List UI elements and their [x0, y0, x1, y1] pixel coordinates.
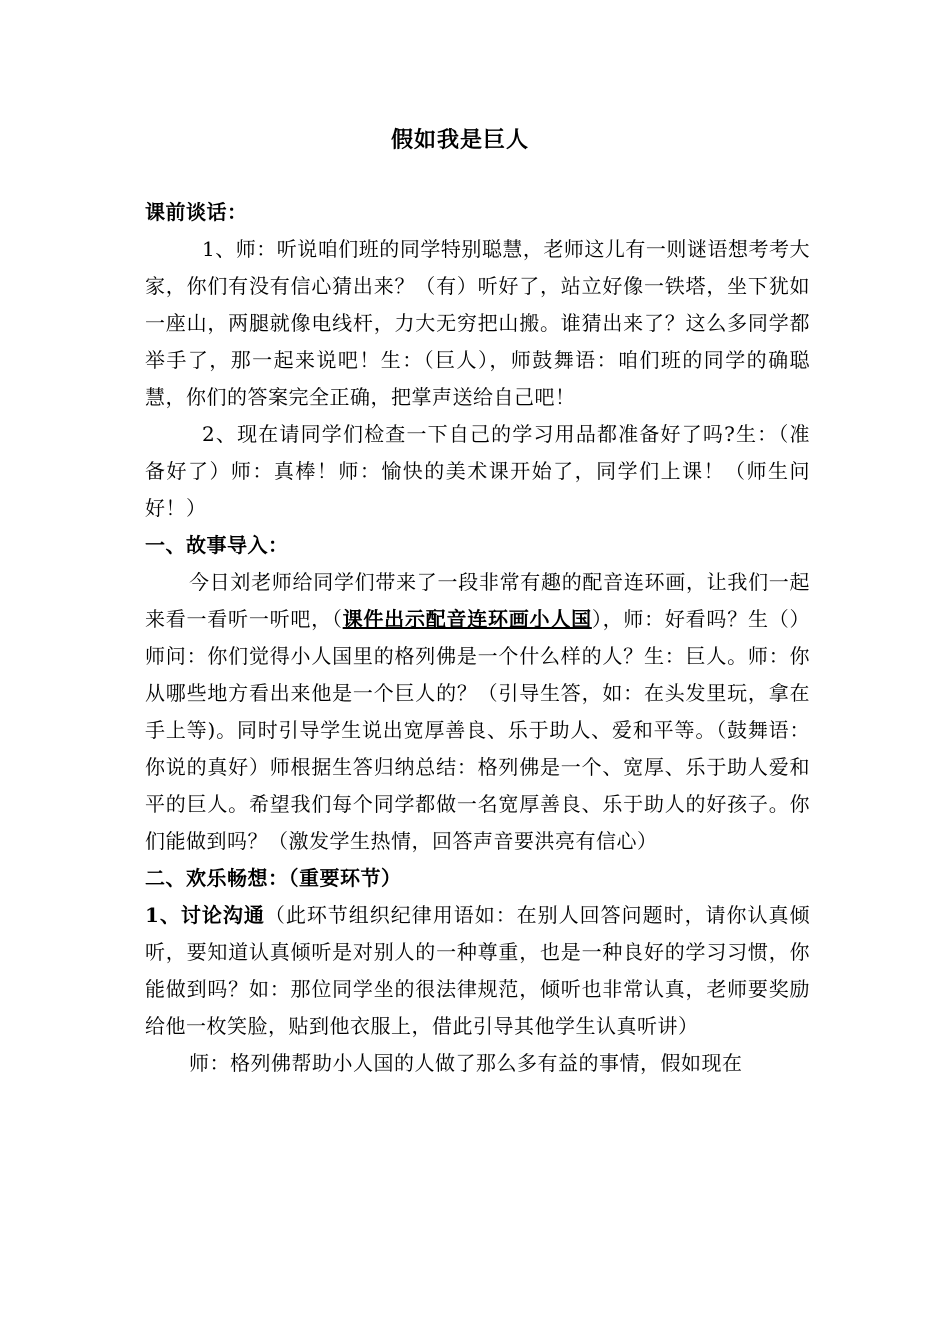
paragraph-story-intro [145, 564, 810, 860]
courseware-note: 课件出示配音连环画小人国 [342, 607, 592, 631]
section-heading-story-intro: 一、故事导入： [145, 533, 289, 557]
section-heading-happy-imagination: 二、欢乐畅想：（重要环节） [145, 866, 402, 890]
paragraph-discussion [145, 897, 810, 1045]
paragraph-teacher-continuation: 师：格列佛帮助小人国的人做了那么多有益的事情，假如现在 [189, 1051, 743, 1075]
document-title: 假如我是巨人 [390, 127, 529, 153]
section-heading-pre-class-talk: 课前谈话： [145, 200, 248, 224]
discussion-subheading: 1、讨论沟通 [145, 903, 265, 927]
paragraph-riddle: 1、师：听说咱们班的同学特别聪慧，老师这儿有一则谜语想考考大家，你们有没有信心猜出来？（有）听好了，站立好像一铁塔，坐下犹如一座山，两腿就像电线杆，力大无穷把山搬。谁猜出来了？这么多同学都举手了，那一起来说吧！生：（巨人），师鼓舞语：咱们班的同学的确聪慧，你们的答案完全正确，把掌声送给自己吧！ [145, 237, 810, 409]
discussion-text: （此环节组织纪律用语如：在别人回答问题时，请你认真倾听，要知道认真倾听是对别人的一种尊重，也是一种良好的学习习惯，你能做到吗？如：那位同学坐的很法律规范，倾听也非常认真，老师要奖励给他一枚笑脸，贴到他衣服上，借此引导其他学生认真听讲） [145, 903, 811, 1038]
story-intro-text-before: 今日刘老师给同学们带来了一段非常有趣的配音连环画，让我们一起来看一看听一听吧，（ [145, 570, 810, 631]
paragraph-check-supplies: 2、现在请同学们检查一下自己的学习用品都准备好了吗?生：（准备好了）师：真棒！师：愉快的美术课开始了，同学们上课！（师生问好！） [145, 422, 810, 520]
story-intro-text-after: ），师：好看吗？生（）师问：你们觉得小人国里的格列佛是一个什么样的人？生：巨人。师：你从哪些地方看出来他是一个巨人的？（引导生答，如：在头发里玩，拿在手上等)。同时引导学生说出宽厚善良、乐于助人、爱和平等。（鼓舞语：你说的真好）师根据生答归纳总结：格列佛是一个、宽厚、乐于助人爱和平的巨人。希望我们每个同学都做一名宽厚善良、乐于助人的好孩子。你们能做到吗？（激发学生热情，回答声音要洪亮有信心） [145, 607, 810, 853]
document-body [145, 194, 810, 1082]
